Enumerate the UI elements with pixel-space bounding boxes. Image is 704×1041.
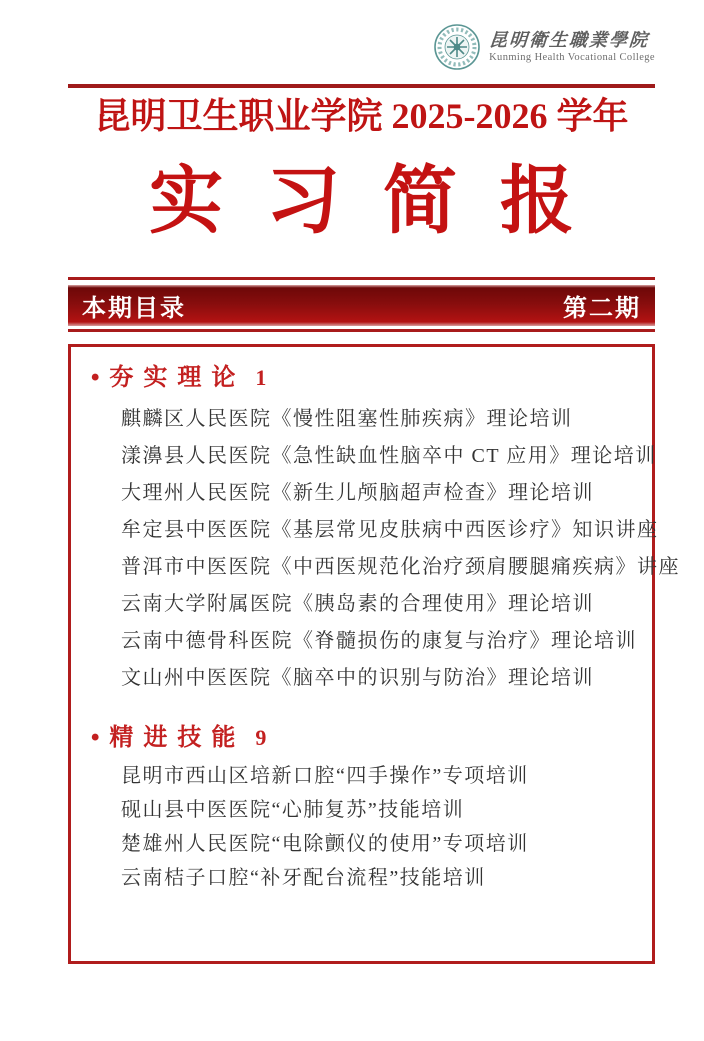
college-name-english: Kunming Health Vocational College xyxy=(489,52,655,64)
toc-bar-left-label: 本期目录 xyxy=(82,295,186,323)
toc-item: 云南大学附属医院《胰岛素的合理使用》理论培训 xyxy=(121,593,594,616)
bar-top-rule xyxy=(68,277,655,280)
toc-section-theory-items xyxy=(91,408,680,690)
toc-header-bar xyxy=(68,285,655,326)
college-name-block xyxy=(489,31,655,64)
toc-section-page-number: 9 xyxy=(255,725,267,751)
toc-item: 楚雄州人民医院“电除颤仪的使用”专项培训 xyxy=(121,833,529,856)
bullet-icon: • xyxy=(91,364,100,392)
school-year-title: 昆明卫生职业学院 2025-2026 学年 xyxy=(94,96,629,136)
college-name-calligraphy: 昆明衛生職業學院 xyxy=(488,29,650,50)
top-rule xyxy=(68,84,655,88)
toc-item: 云南桔子口腔“补牙配台流程”技能培训 xyxy=(121,867,486,890)
toc-item: 麒麟区人民医院《慢性阻塞性肺疾病》理论培训 xyxy=(121,408,573,431)
page-title: 实习简报 xyxy=(149,161,617,244)
toc-item: 牟定县中医医院《基层常见皮肤病中西医诊疗》知识讲座 xyxy=(121,519,659,542)
header-logo-row xyxy=(68,20,655,74)
bar-bottom-rule xyxy=(68,329,655,332)
toc-box xyxy=(68,344,680,964)
toc-item: 普洱市中医医院《中西医规范化治疗颈肩腰腿痛疾病》讲座 xyxy=(121,556,680,579)
toc-item: 文山州中医医院《脑卒中的识别与防治》理论培训 xyxy=(121,667,594,690)
toc-item: 砚山县中医医院“心肺复苏”技能培训 xyxy=(121,799,465,822)
toc-item: 云南中德骨科医院《脊髓损伤的康复与治疗》理论培训 xyxy=(121,630,637,653)
toc-item: 昆明市西山区培新口腔“四手操作”专项培训 xyxy=(121,765,529,788)
toc-section-skills-heading xyxy=(91,723,632,753)
toc-item: 大理州人民医院《新生儿颅脑超声检查》理论培训 xyxy=(121,482,594,505)
toc-section-page-number: 1 xyxy=(255,365,267,391)
bullet-icon: • xyxy=(91,724,100,752)
toc-item: 漾濞县人民医院《急性缺血性脑卒中 CT 应用》理论培训 xyxy=(121,445,657,468)
toc-section-title: 精进技能 xyxy=(109,724,246,752)
issue-number-label: 第二期 xyxy=(563,295,641,323)
college-seal-icon xyxy=(433,23,481,71)
toc-section-title: 夯实理论 xyxy=(109,364,246,392)
toc-section-theory-heading xyxy=(91,363,632,393)
toc-section-skills-items xyxy=(91,765,632,889)
college-logo xyxy=(433,23,655,71)
